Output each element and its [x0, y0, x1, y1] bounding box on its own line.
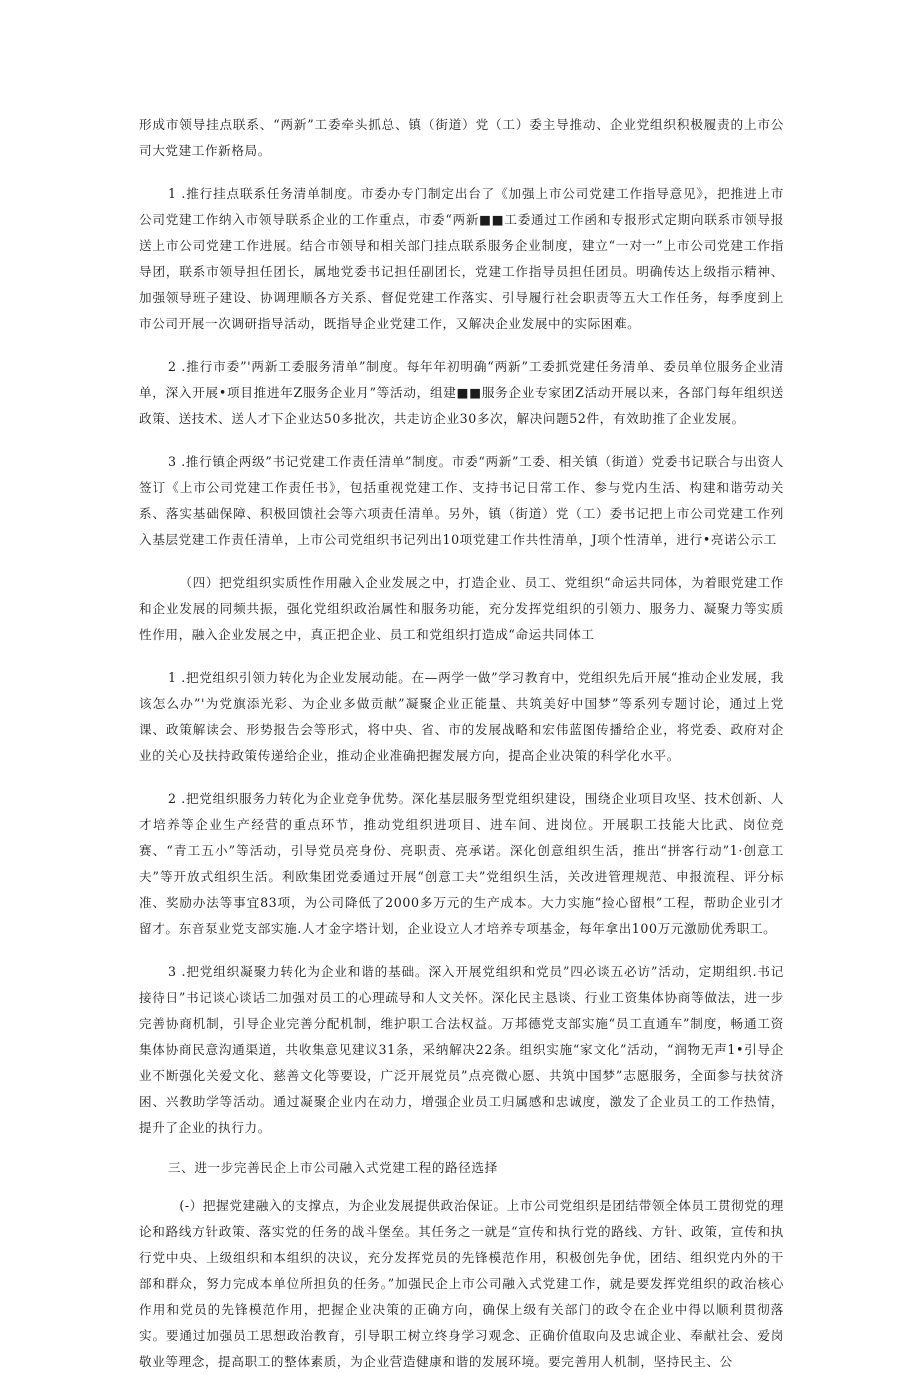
paragraph-item-2: 2 .推行市委”'两新工委服务清单”制度。每年年初明确“两新”工委抓党建任务清单、委员单位服务企业清单，深入开展•项目推进年Z服务企业月”等活动，组建■■服务企业专家团Z活动开展以来，各部门每年组织送政策、送技术、送人才下企业达50多批次，共走访企业30多次，解决问题52件，有效助推了企业发展。 [139, 359, 784, 426]
document-body [139, 112, 784, 1375]
paragraph-item-3: 3 .推行镇企两级”书记党建工作责任清单”制度。市委“两新”工委、相关镇（街道）党委书记联合与出资人签订《上市公司党建工作责任书》，包括重视党建工作、支持书记日常工作、参与党内生活、构建和谐劳动关系、落实基础保障、积极回馈社会等六项责任清单。另外，镇（街道）党（工）委书记把上市公司党建工作列入基层党建工作责任清单，上市公司党组织书记列出10项党建工作共性清单，J项个性清单，进行•亮诺公示工 [139, 454, 784, 547]
paragraph-item-4-2: 2 .把党组织服务力转化为企业竞争优势。深化基层服务型党组织建设，围绕企业项目攻坚、技术创新、人才培养等企业生产经营的重点环节，推动党组织进项目、进车间、进岗位。开展职工技能大比武、岗位竞赛、“青工五小”等活动，引导党员亮身份、亮职责、亮承诺。深化创意组织生活，推出“拼客行动”1·创意工夫”等开放式组织生活。利欧集团党委通过开展“创意工夫”党组织生活，关改进管理规范、申报流程、评分标准、奖励办法等事宜83项，为公司降低了2000多万元的生产成本。大力实施“捡心留根”工程，帮助企业引才留才。东音泵业党支部实施.人才金字塔计划，企业设立人才培养专项基金，每年拿出100万元激励优秀职工。 [139, 791, 784, 936]
paragraph-section-three-1: (-）把握党建融入的支撑点，为企业发展提供政治保证。上市公司党组织是团结带领全体员工贯彻党的理论和路线方针政策、落实党的任务的战斗堡垒。其任务之一就是“宣传和执行党的路线、方针、政策，宣传和执行党中央、上级组织和本组织的决议，充分发挥党员的先锋模范作用，积极创先争优，团结、组织党内外的干部和群众，努力完成本单位所担负的任务。”加强民企上市公司融入式党建工作，就是要发挥党组织的政治核心作用和党员的先锋模范作用，把握企业决策的正确方向，确保上级有关部门的政令在企业中得以顺利贯彻落实。要通过加强员工思想政治教育，引导职工树立终身学习观念、正确价值取向及忠诚企业、奉献社会、爱岗敬业等理念，提高职工的整体素质，为企业营造健康和谐的发展环境。要完善用人机制，坚持民主、公 [139, 1198, 784, 1369]
paragraph-continuation: 形成市领导挂点联系、“两新”工委牵头抓总、镇（街道）党（工）委主导推动、企业党组织积极履责的上市公司大党建工作新格局。 [139, 117, 784, 158]
paragraph-item-4-1: 1 .把党组织引领力转化为企业发展动能。在—两学一做”学习教育中，党组织先后开展“推动企业发展，我该怎么办”'为党旗添光彩、为企业多做贡献”凝聚企业正能量、共筑美好中国梦”等系列专题讨论，通过上党课、政策解读会、形势报告会等形式，将中央、省、市的发展战略和宏伟蓝图传播给企业，将党委、政府对企业的关心及扶持政策传递给企业，推动企业准确把握发展方向，提高企业决策的科学化水平。 [139, 670, 784, 763]
section-four-heading-paragraph: （四）把党组织实质性作用融入企业发展之中，打造企业、员工、党组织“命运共同体，为着眼党建工作和企业发展的同频共振，强化党组织政治属性和服务功能，充分发挥党组织的引领力、服务力、凝聚力等实质性作用，融入企业发展之中，真正把企业、员工和党组织打造成“命运共同体工 [139, 575, 784, 642]
paragraph-item-1: 1 .推行挂点联系任务清单制度。市委办专门制定出台了《加强上市公司党建工作指导意见》，把推进上市公司党建工作纳入市领导联系企业的工作重点，市委“两新■■工委通过工作函和专报形式定期向联系市领导报送上市公司党建工作进展。结合市领导和相关部门挂点联系服务企业制度，建立“一对一”上市公司党建工作指导团，联系市领导担任团长，属地党委书记担任副团长，党建工作指导员担任团员。明确传达上级指示精神、加强领导班子建设、协调理顺各方关系、督促党建工作落实、引导履行社会职责等五大工作任务，每季度到上市公司开展一次调研指导活动，既指导企业党建工作，又解决企业发展中的实际困难。 [139, 186, 784, 331]
section-three-heading: 三、进一步完善民企上市公司融入式党建工程的路径选择 [167, 1160, 498, 1175]
paragraph-item-4-3: 3 .把党组织凝聚力转化为企业和谐的基础。深入开展党组织和党员”四必谈五必访”活动，定期组织.书记接待日”书记谈心谈话二加强对员工的心理疏导和人文关怀。深化民主恳谈、行业工资集体协商等做法，进一步完善协商机制，引导企业完善分配机制，维护职工合法权益。万邦德党支部实施“员工直通车”制度，畅通工资集体协商民意沟通渠道，共收集意见建议31条，采纳解决22条。组织实施“家文化”活动，“润物无声1•引导企业不断强化关爱文化、慈善文化等要设，广泛开展党员”点亮微心愿、共筑中国梦”志愿服务，全面参与扶贫济困、兴教助学等活动。通过凝聚企业内在动力，增强企业员工归属感和忠诚度，激发了企业员工的工作热情，提升了企业的执行力。 [139, 964, 784, 1135]
